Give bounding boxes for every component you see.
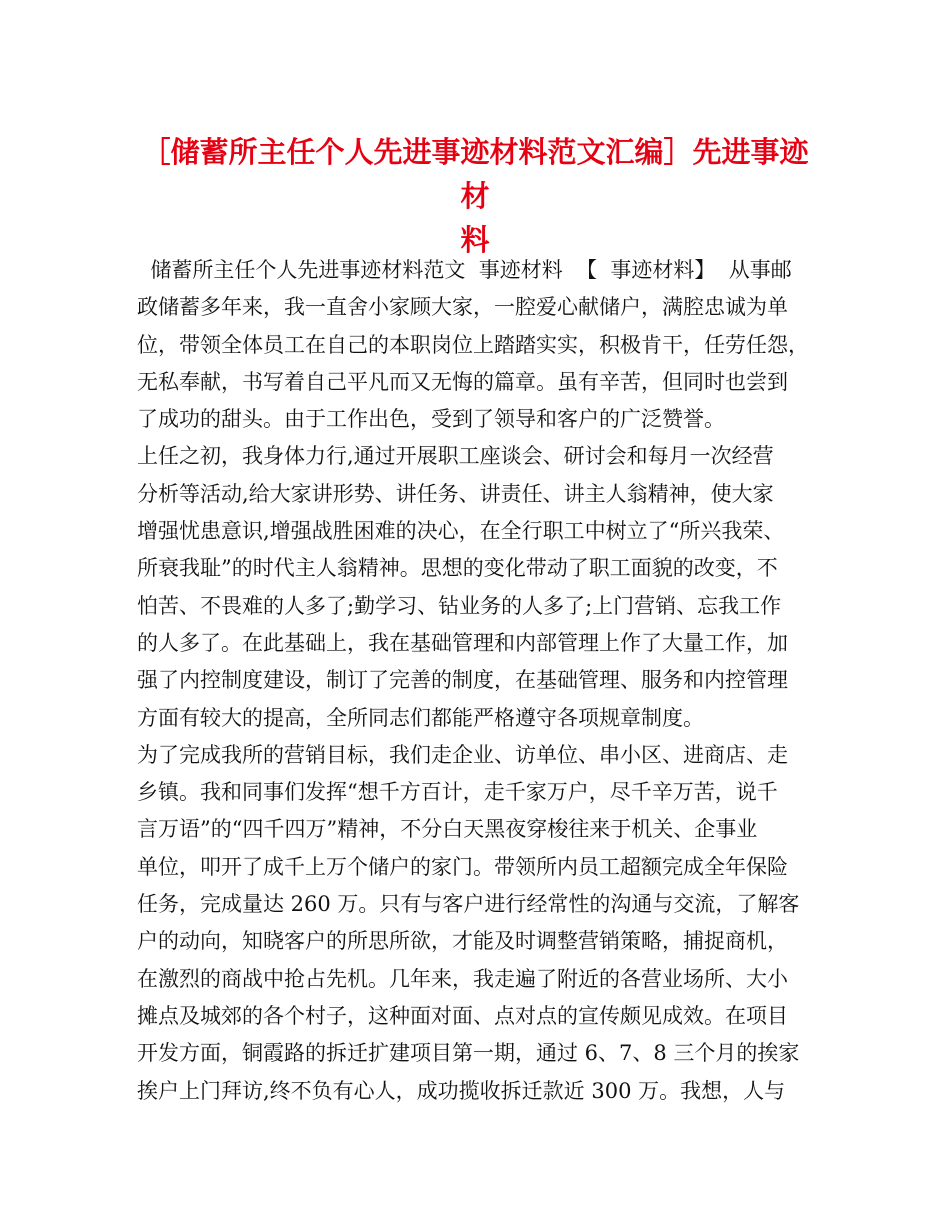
body-line: 乡镇。我和同事们发挥“想千方百计，走千家万户，尽千辛万苦，说千 xyxy=(137,780,778,805)
body-line: 增强忧患意识,增强战胜困难的决心，在全行职工中树立了“所兴我荣、 xyxy=(137,519,785,544)
document-title xyxy=(130,130,820,262)
body-line: 了成功的甜头。由于工作出色，受到了领导和客户的广泛赞誉。 xyxy=(137,407,725,432)
body-line: 任务，完成量达 260 万。只有与客户进行经常性的沟通与交流，了解客 xyxy=(137,892,800,917)
body-line: 分析等活动,给大家讲形势、讲任务、讲责任、讲主人翁精神，使大家 xyxy=(137,481,774,506)
body-line: 在激烈的商战中抢占先机。几年来，我走遍了附近的各营业场所、大小 xyxy=(137,966,788,991)
body-line: 为了完成我所的营销目标，我们走企业、访单位、串小区、进商店、走 xyxy=(137,742,788,767)
body-line: 上任之初，我身体力行,通过开展职工座谈会、研讨会和每月一次经营 xyxy=(137,444,774,469)
body-line: 无私奉献，书写着自己平凡而又无悔的篇章。虽有辛苦，但同时也尝到 xyxy=(137,369,788,394)
body-line: 言万语”的“四千四万”精神，不分白天黑夜穿梭往来于机关、企事业 xyxy=(137,817,758,842)
body-line: 强了内控制度建设，制订了完善的制度，在基础管理、服务和内控管理 xyxy=(137,668,788,693)
title-line: ［储蓄所主任个人先进事迹材料范文汇编］先进事迹材 xyxy=(141,135,809,213)
body-line: 开发方面，铜霞路的拆迁扩建项目第一期，通过 6、7、8 三个月的挨家 xyxy=(137,1041,800,1066)
body-line: 挨户上门拜访,终不负有心人，成功揽收拆迁款近 300 万。我想，人与 xyxy=(137,1078,786,1103)
title-line: 料 xyxy=(460,223,490,257)
document-body xyxy=(137,252,827,1110)
body-line: 政储蓄多年来，我一直舍小家顾大家，一腔爱心献储户，满腔忠诚为单 xyxy=(137,295,788,320)
body-line: 方面有较大的提高，全所同志们都能严格遵守各项规章制度。 xyxy=(137,705,704,730)
body-line: 户的动向，知晓客户的所思所欲，才能及时调整营销策略，捕捉商机， xyxy=(137,929,788,954)
body-line: 摊点及城郊的各个村子，这种面对面、点对点的宣传颇见成效。在项目 xyxy=(137,1003,788,1028)
body-line: 储蓄所主任个人先进事迹材料范文 事迹材料 【 事迹材料】 从事邮 xyxy=(137,258,792,282)
body-line: 怕苦、不畏难的人多了;勤学习、钻业务的人多了;上门营销、忘我工作 xyxy=(137,593,782,618)
body-line: 单位，叩开了成千上万个储户的家门。带领所内员工超额完成全年保险 xyxy=(137,854,788,879)
body-line: 的人多了。在此基础上，我在基础管理和内部管理上作了大量工作，加 xyxy=(137,630,788,655)
body-line: 所衰我耻”的时代主人翁精神。思想的变化带动了职工面貌的改变，不 xyxy=(137,556,778,581)
body-line: 位，带领全体员工在自己的本职岗位上踏踏实实，积极肯干，任劳任怨， xyxy=(137,332,809,357)
